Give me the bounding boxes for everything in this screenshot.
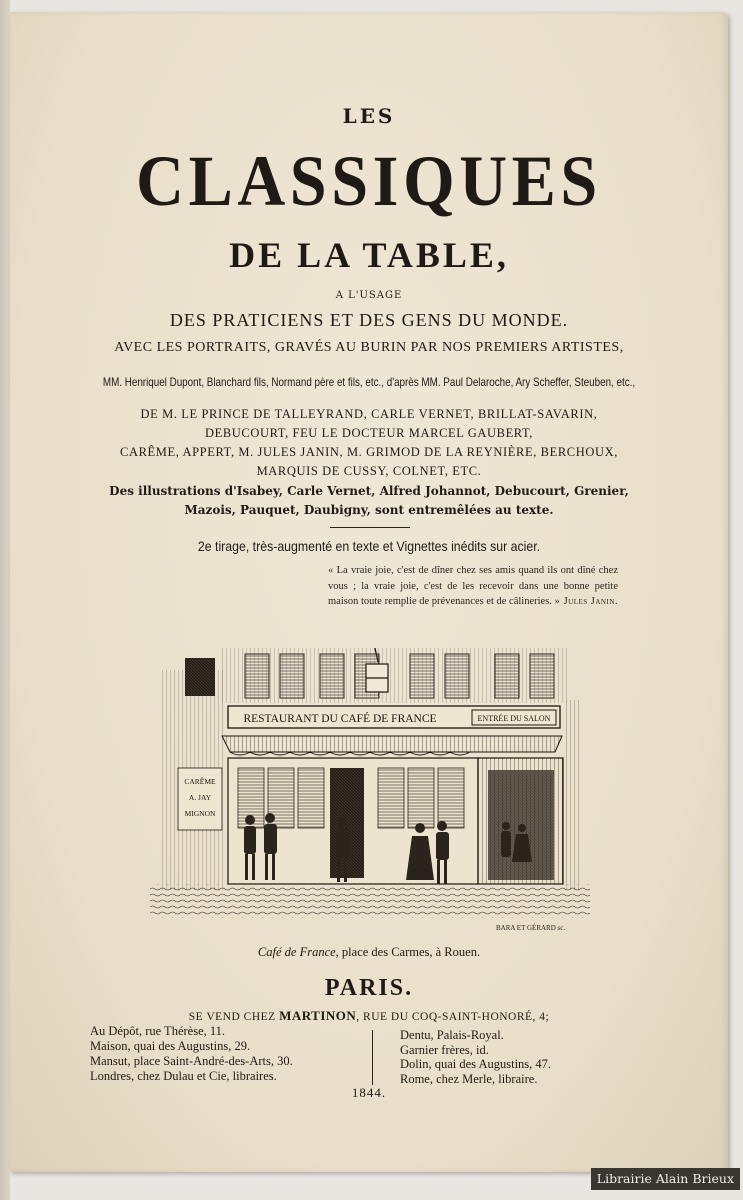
address-divider xyxy=(372,1030,373,1085)
caption-rest: , place des Carmes, à Rouen. xyxy=(335,945,481,959)
poster-line: A. JAY xyxy=(188,793,212,802)
engravers-line: MM. Henriquel Dupont, Blanchard fils, Normand père et fils, etc., d'après MM. Paul Delaroche, Ary Scheffer, Steuben, etc., xyxy=(102,375,636,389)
title-les: LES xyxy=(342,104,396,128)
subtitle-portraits: AVEC LES PORTRAITS, GRAVÉS AU BURIN PAR NOS PREMIERS ARTISTES, xyxy=(114,340,624,355)
names-line: CARÊME, APPERT, M. JULES JANIN, M. GRIMOD DE LA REYNIÈRE, BERCHOUX, xyxy=(120,445,618,459)
subtitle-praticiens: DES PRATICIENS ET DES GENS DU MONDE. xyxy=(169,310,569,330)
address-line: Londres, chez Dulau et Cie, libraires. xyxy=(90,1069,277,1083)
publisher-suffix: , RUE DU COQ-SAINT-HONORÉ, 4; xyxy=(356,1011,550,1023)
entrance-text: ENTRÉE DU SALON xyxy=(477,714,551,723)
quote-author: Jules Janin. xyxy=(563,596,618,607)
epigraph-quote xyxy=(328,563,618,610)
address-line: Au Dépôt, rue Thérèse, 11. xyxy=(90,1024,226,1038)
sign-text: RESTAURANT DU CAFÉ DE FRANCE xyxy=(243,713,437,725)
engraver-signature: BARA ET GÉRARD sc. xyxy=(496,924,566,932)
poster-line: MIGNON xyxy=(184,809,216,818)
illustrations-line: Des illustrations d'Isabey, Carle Vernet, Alfred Johannot, Debucourt, Grenier, xyxy=(109,484,629,498)
addresses-right xyxy=(400,1028,650,1086)
publication-year: 1844. xyxy=(351,1085,387,1100)
cafe-engraving xyxy=(150,640,590,940)
names-line: MARQUIS DE CUSSY, COLNET, ETC. xyxy=(256,464,482,478)
illustrations-line: Mazois, Pauquet, Daubigny, sont entremêlées au texte. xyxy=(184,502,554,517)
publisher-prefix: SE VEND CHEZ xyxy=(188,1011,280,1023)
divider-rule xyxy=(330,527,410,528)
poster-line: CARÊME xyxy=(184,777,216,786)
address-line: Dolin, quai des Augustins, 47. xyxy=(400,1057,552,1071)
address-line: Maison, quai des Augustins, 29. xyxy=(90,1039,251,1053)
edition-note: 2e tirage, très-augmenté en texte et Vignettes inédits sur acier. xyxy=(197,538,541,554)
title-page xyxy=(10,12,728,1172)
city-title: PARIS. xyxy=(324,975,414,1001)
subtitle-usage: A L'USAGE xyxy=(335,290,403,301)
quote-text: « La vraie joie, c'est de dîner chez ses amis quand ils ont dîné chez vous ; la vraie joie, c'est de les recevoir dans une bonne petite maison toute remplie de prévenances et de câlineries. » xyxy=(328,565,618,607)
names-line: DEBUCOURT, FEU LE DOCTEUR MARCEL GAUBERT, xyxy=(204,426,534,440)
title-de-la-table: DE LA TABLE, xyxy=(229,235,509,275)
address-line: Rome, chez Merle, libraire. xyxy=(400,1071,538,1086)
addresses-left xyxy=(90,1024,365,1084)
publisher-line xyxy=(10,1008,728,1024)
background-strip xyxy=(0,0,10,1200)
illustrations-note xyxy=(10,482,728,519)
portrait-names xyxy=(10,405,728,481)
address-line: Garnier frères, id. xyxy=(400,1042,489,1057)
address-line: Dentu, Palais-Royal. xyxy=(400,1028,504,1042)
caption-italic: Café de France xyxy=(257,945,336,959)
names-line: DE M. LE PRINCE DE TALLEYRAND, CARLE VERNET, BRILLAT-SAVARIN, xyxy=(140,407,598,421)
engraving-caption xyxy=(10,945,728,960)
watermark-label: Librairie Alain Brieux xyxy=(591,1168,740,1190)
publisher-name: MARTINON xyxy=(279,1008,357,1023)
address-line: Mansut, place Saint-André-des-Arts, 30. xyxy=(90,1054,293,1068)
title-classiques: CLASSIQUES xyxy=(136,141,602,221)
